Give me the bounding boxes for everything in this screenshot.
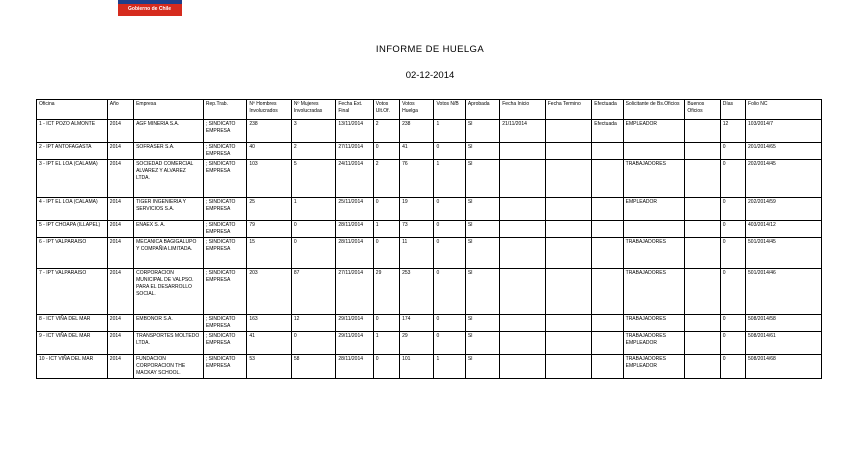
cell-folio-nc: 201/2014/65 (746, 143, 822, 160)
cell-fecha-ext-final: 25/11/2014 (336, 198, 373, 221)
cell-fecha-inicio (500, 143, 546, 160)
cell-votos-nb: 0 (434, 332, 465, 355)
cell-buenos-oficios (685, 143, 720, 160)
column-header-anio: Año (107, 100, 133, 120)
cell-efectuada (592, 198, 623, 221)
cell-efectuada (592, 269, 623, 315)
cell-fecha-termino (545, 120, 592, 143)
cell-fecha-ext-final: 29/11/2014 (336, 315, 373, 332)
cell-folio-nc: 508/2014/68 (746, 355, 822, 379)
cell-empresa: MECANICA BAGIGALUPO Y COMPAÑIA LIMITADA. (134, 238, 204, 269)
column-header-mujeres: Nº Mujeres Involucradas (291, 100, 336, 120)
table-row (37, 198, 822, 221)
column-header-hombres: Nº Hombres Involucrados (247, 100, 292, 120)
cell-votos-ult-of: 29 (373, 269, 399, 315)
column-header-rep-trab: Rep.Trab. (203, 100, 246, 120)
cell-dias: 0 (720, 143, 745, 160)
cell-folio-nc: 403/2014/12 (746, 221, 822, 238)
cell-dias: 0 (720, 238, 745, 269)
cell-buenos-oficios (685, 160, 720, 198)
cell-fecha-termino (545, 238, 592, 269)
cell-anio: 2014 (107, 143, 133, 160)
report-title: INFORME DE HUELGA (375, 44, 485, 55)
cell-votos-ult-of: 0 (373, 315, 399, 332)
cell-hombres: 163 (247, 315, 292, 332)
cell-solicitante (623, 221, 685, 238)
cell-mujeres: 12 (291, 315, 336, 332)
column-header-buenos-oficios: Buenos Oficios (685, 100, 720, 120)
cell-votos-nb: 0 (434, 143, 465, 160)
cell-dias: 0 (720, 160, 745, 198)
column-header-oficina: Oficina (37, 100, 108, 120)
cell-empresa: EMBONOR S.A. (134, 315, 204, 332)
cell-anio: 2014 (107, 198, 133, 221)
cell-folio-nc: 508/2014/58 (746, 315, 822, 332)
cell-rep-trab: ; SINDICATO EMPRESA (203, 221, 246, 238)
cell-votos-ult-of: 2 (373, 120, 399, 143)
cell-votos-ult-of: 0 (373, 355, 399, 379)
cell-fecha-inicio (500, 198, 546, 221)
cell-hombres: 103 (247, 160, 292, 198)
cell-efectuada: Efectuada (592, 120, 623, 143)
table-header-row (37, 100, 822, 120)
cell-rep-trab: ; SINDICATO EMPRESA (203, 332, 246, 355)
cell-efectuada (592, 315, 623, 332)
cell-solicitante: TRABAJADORES (623, 238, 685, 269)
cell-aprobada: SI (465, 120, 499, 143)
cell-oficina: 10 - ICT VIÑA DEL MAR (37, 355, 108, 379)
cell-efectuada (592, 238, 623, 269)
cell-fecha-ext-final: 28/11/2014 (336, 238, 373, 269)
cell-rep-trab: ; SINDICATO EMPRESA (203, 120, 246, 143)
cell-votos-ult-of: 2 (373, 160, 399, 198)
cell-anio: 2014 (107, 221, 133, 238)
cell-votos-ult-of: 0 (373, 238, 399, 269)
cell-votos-huelga: 76 (400, 160, 434, 198)
cell-folio-nc: 103/2014/7 (746, 120, 822, 143)
cell-votos-huelga: 174 (400, 315, 434, 332)
cell-fecha-ext-final: 28/11/2014 (336, 221, 373, 238)
cell-fecha-inicio: 21/11/2014 (500, 120, 546, 143)
cell-fecha-inicio (500, 269, 546, 315)
table-row (37, 355, 822, 379)
cell-fecha-inicio (500, 315, 546, 332)
cell-empresa: SOFRASER S.A. (134, 143, 204, 160)
column-header-efectuada: Efectuada (592, 100, 623, 120)
cell-votos-ult-of: 1 (373, 332, 399, 355)
cell-votos-huelga: 101 (400, 355, 434, 379)
cell-rep-trab: ; SINDICATO EMPRESA (203, 143, 246, 160)
column-header-fecha-ext-final: Fecha Ext. Final (336, 100, 373, 120)
cell-anio: 2014 (107, 160, 133, 198)
cell-votos-nb: 0 (434, 315, 465, 332)
cell-fecha-ext-final: 24/11/2014 (336, 160, 373, 198)
cell-hombres: 41 (247, 332, 292, 355)
table-row (37, 269, 822, 315)
cell-aprobada: SI (465, 269, 499, 315)
cell-fecha-termino (545, 160, 592, 198)
cell-buenos-oficios (685, 315, 720, 332)
cell-buenos-oficios (685, 238, 720, 269)
cell-aprobada: SI (465, 221, 499, 238)
cell-buenos-oficios (685, 198, 720, 221)
cell-solicitante: TRABAJADORES EMPLEADOR (623, 355, 685, 379)
cell-mujeres: 0 (291, 238, 336, 269)
cell-hombres: 79 (247, 221, 292, 238)
cell-mujeres: 5 (291, 160, 336, 198)
cell-solicitante: EMPLEADOR (623, 120, 685, 143)
cell-buenos-oficios (685, 120, 720, 143)
cell-rep-trab: ; SINDICATO EMPRESA (203, 269, 246, 315)
logo-text: Gobierno de Chile (128, 6, 172, 12)
table-row (37, 143, 822, 160)
cell-mujeres: 87 (291, 269, 336, 315)
cell-buenos-oficios (685, 332, 720, 355)
cell-folio-nc: 202/2014/59 (746, 198, 822, 221)
cell-anio: 2014 (107, 332, 133, 355)
column-header-empresa: Empresa (134, 100, 204, 120)
cell-solicitante: TRABAJADORES (623, 160, 685, 198)
cell-votos-nb: 0 (434, 238, 465, 269)
cell-folio-nc: 501/2014/46 (746, 269, 822, 315)
cell-aprobada: SI (465, 160, 499, 198)
cell-folio-nc: 508/2014/61 (746, 332, 822, 355)
cell-votos-nb: 0 (434, 269, 465, 315)
cell-dias: 0 (720, 355, 745, 379)
cell-dias: 0 (720, 221, 745, 238)
cell-hombres: 25 (247, 198, 292, 221)
cell-oficina: 9 - ICT VIÑA DEL MAR (37, 332, 108, 355)
cell-fecha-termino (545, 143, 592, 160)
cell-oficina: 1 - ICT POZO ALMONTE (37, 120, 108, 143)
cell-buenos-oficios (685, 221, 720, 238)
cell-aprobada: SI (465, 238, 499, 269)
cell-fecha-ext-final: 27/11/2014 (336, 143, 373, 160)
cell-efectuada (592, 355, 623, 379)
cell-rep-trab: ; SINDICATO EMPRESA (203, 238, 246, 269)
cell-hombres: 238 (247, 120, 292, 143)
cell-dias: 0 (720, 198, 745, 221)
cell-aprobada: SI (465, 355, 499, 379)
cell-empresa: AGF MINERIA S.A. (134, 120, 204, 143)
strike-report-table (36, 99, 822, 379)
cell-votos-ult-of: 1 (373, 221, 399, 238)
cell-efectuada (592, 221, 623, 238)
table-row (37, 238, 822, 269)
cell-votos-nb: 1 (434, 120, 465, 143)
government-logo (118, 0, 182, 16)
cell-fecha-inicio (500, 355, 546, 379)
cell-empresa: CORPORACION MUNICIPAL DE VALPSO. PARA EL DESARROLLO SOCIAL. (134, 269, 204, 315)
table-row (37, 315, 822, 332)
cell-votos-nb: 1 (434, 160, 465, 198)
table-row (37, 332, 822, 355)
cell-fecha-inicio (500, 160, 546, 198)
cell-votos-nb: 0 (434, 198, 465, 221)
cell-anio: 2014 (107, 269, 133, 315)
cell-fecha-ext-final: 29/11/2014 (336, 332, 373, 355)
cell-anio: 2014 (107, 315, 133, 332)
cell-fecha-ext-final: 13/11/2014 (336, 120, 373, 143)
cell-dias: 0 (720, 332, 745, 355)
column-header-fecha-inicio: Fecha Inicio (500, 100, 546, 120)
cell-fecha-termino (545, 269, 592, 315)
cell-solicitante: TRABAJADORES (623, 315, 685, 332)
cell-votos-huelga: 11 (400, 238, 434, 269)
cell-votos-huelga: 253 (400, 269, 434, 315)
cell-rep-trab: ; SINDICATO EMPRESA (203, 315, 246, 332)
cell-mujeres: 0 (291, 332, 336, 355)
cell-empresa: TRANSPORTES MOLTEDO LTDA. (134, 332, 204, 355)
cell-anio: 2014 (107, 355, 133, 379)
cell-oficina: 3 - IPT EL LOA (CALAMA) (37, 160, 108, 198)
column-header-votos-ult-of: Votos Ult.Of. (373, 100, 399, 120)
cell-solicitante: TRABAJADORES EMPLEADOR (623, 332, 685, 355)
cell-votos-nb: 0 (434, 221, 465, 238)
column-header-fecha-termino: Fecha Termino (545, 100, 592, 120)
cell-efectuada (592, 143, 623, 160)
cell-empresa: SOCIEDAD COMERCIAL ALVAREZ Y ALVAREZ LTDA. (134, 160, 204, 198)
cell-fecha-termino (545, 332, 592, 355)
cell-mujeres: 0 (291, 221, 336, 238)
table-body (37, 120, 822, 379)
cell-anio: 2014 (107, 238, 133, 269)
cell-fecha-termino (545, 198, 592, 221)
cell-votos-nb: 1 (434, 355, 465, 379)
cell-dias: 0 (720, 315, 745, 332)
cell-votos-huelga: 73 (400, 221, 434, 238)
cell-oficina: 4 - IPT EL LOA (CALAMA) (37, 198, 108, 221)
cell-fecha-ext-final: 28/11/2014 (336, 355, 373, 379)
cell-aprobada: SI (465, 315, 499, 332)
cell-solicitante: TRABAJADORES (623, 269, 685, 315)
cell-votos-huelga: 29 (400, 332, 434, 355)
cell-oficina: 8 - ICT VIÑA DEL MAR (37, 315, 108, 332)
cell-buenos-oficios (685, 269, 720, 315)
cell-buenos-oficios (685, 355, 720, 379)
cell-fecha-ext-final: 27/11/2014 (336, 269, 373, 315)
cell-oficina: 2 - IPT ANTOFAGASTA (37, 143, 108, 160)
cell-oficina: 6 - IPT VALPARAISO (37, 238, 108, 269)
cell-folio-nc: 202/2014/45 (746, 160, 822, 198)
table-row (37, 120, 822, 143)
cell-solicitante: EMPLEADOR (623, 198, 685, 221)
cell-dias: 12 (720, 120, 745, 143)
cell-aprobada: SI (465, 198, 499, 221)
column-header-aprobada: Aprobada (465, 100, 499, 120)
cell-fecha-termino (545, 221, 592, 238)
cell-efectuada (592, 332, 623, 355)
cell-efectuada (592, 160, 623, 198)
cell-hombres: 15 (247, 238, 292, 269)
column-header-dias: Días (720, 100, 745, 120)
cell-fecha-inicio (500, 221, 546, 238)
cell-votos-ult-of: 0 (373, 198, 399, 221)
cell-dias: 0 (720, 269, 745, 315)
cell-votos-huelga: 41 (400, 143, 434, 160)
cell-rep-trab: ; SINDICATO EMPRESA (203, 160, 246, 198)
cell-votos-ult-of: 0 (373, 143, 399, 160)
cell-hombres: 203 (247, 269, 292, 315)
table-row (37, 221, 822, 238)
cell-folio-nc: 501/2014/45 (746, 238, 822, 269)
cell-mujeres: 1 (291, 198, 336, 221)
cell-fecha-inicio (500, 332, 546, 355)
table-row (37, 160, 822, 198)
cell-oficina: 5 - IPT CHOAPA (ILLAPEL) (37, 221, 108, 238)
column-header-votos-nb: Votos N/B (434, 100, 465, 120)
cell-empresa: TIGER INGENIERIA Y SERVICIOS S.A. (134, 198, 204, 221)
cell-aprobada: SI (465, 143, 499, 160)
cell-empresa: FUNDACION CORPORACION THE MACKAY SCHOOL. (134, 355, 204, 379)
column-header-solicitante: Solicitante de Bs.Oficios (623, 100, 685, 120)
cell-oficina: 7 - IPT VALPARAISO (37, 269, 108, 315)
cell-rep-trab: ; SINDICATO EMPRESA (203, 198, 246, 221)
cell-anio: 2014 (107, 120, 133, 143)
cell-mujeres: 58 (291, 355, 336, 379)
cell-votos-huelga: 238 (400, 120, 434, 143)
cell-rep-trab: ; SINDICATO EMPRESA (203, 355, 246, 379)
cell-empresa: ENAEX S. A. (134, 221, 204, 238)
cell-aprobada: SI (465, 332, 499, 355)
cell-solicitante (623, 143, 685, 160)
column-header-folio-nc: Folio NC (746, 100, 822, 120)
cell-fecha-inicio (500, 238, 546, 269)
cell-mujeres: 3 (291, 120, 336, 143)
cell-hombres: 40 (247, 143, 292, 160)
cell-hombres: 53 (247, 355, 292, 379)
column-header-votos-huelga: Votos Huelga (400, 100, 434, 120)
cell-mujeres: 2 (291, 143, 336, 160)
cell-votos-huelga: 19 (400, 198, 434, 221)
report-date: 02-12-2014 (405, 70, 455, 81)
cell-fecha-termino (545, 355, 592, 379)
cell-fecha-termino (545, 315, 592, 332)
